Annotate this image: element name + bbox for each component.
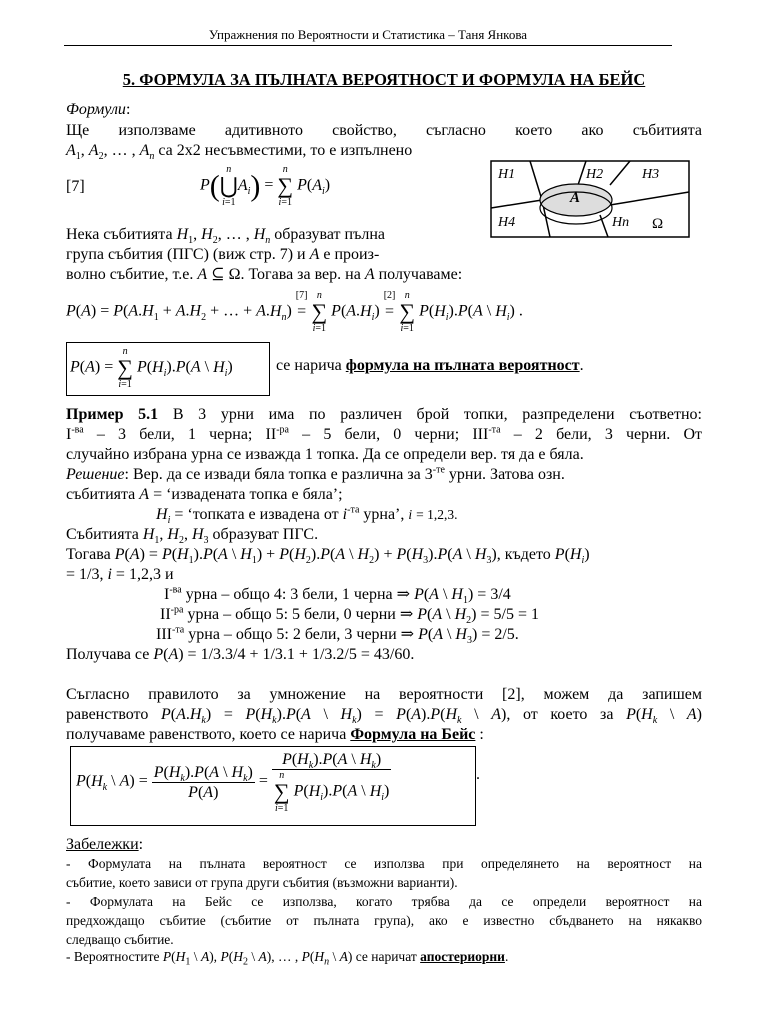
note-1-continued: събитие, което зависи от група други събития (възможни варианти). (66, 875, 458, 890)
bayes-intro-line-2: равенството $P(A.H_k) = P(H_k).P(A$ \ $H_k) = P(A).P(H_k$ \ A), от което за $P(H_k$ \ A) (66, 706, 702, 727)
pgs-line-2: група събития (ПГС) (виж стр. 7) и A е произ- (66, 246, 380, 263)
total-probability-derivation: $P(A) = P(A.H_1 + A.H_2$ + … + $A.H_n$) [7] = n ∑ i=1 $P(A.H_i)$ [2] = n ∑ i=1 $P(H_i).P(A$ \ $H_i$) . (66, 290, 523, 334)
bayes-formula: $P(H_k$ \ A) = $\frac{P(H_k).P(A \backslash H_k)}{P(A)}$ = $P(H_k).P(A$ \ $H_k$) n ∑ i=1 $P(H_i).P(A$ \ $H_i$) (76, 751, 390, 814)
note-2-end: следващо събитие. (66, 932, 174, 947)
equation-7-label: [7] (66, 178, 85, 195)
urn-row-3: $III^{-та}$ урна – общо 5: 2 бели, 3 черни ⇒ P(A \ $H_3) = 2/5$. (156, 624, 519, 647)
note-2-continued: предхождащо събитие (събитие от пълната група), ако е известно сбъдването на някакво (66, 913, 702, 928)
example-line-3: случайно избрана урна се изважда 1 топка. Да се определи вер. тя да е бяла. (66, 446, 584, 463)
bayes-intro-line-1: Съгласно правилото за умножение на вероятности [2], можем да запишем (66, 686, 702, 703)
total-probability-formula: P(A) = n ∑ i=1 $P(H_i).P(A$ \ $H_i$) (70, 346, 233, 390)
notes-heading: Забележки: (66, 836, 144, 853)
solution-line-3: $H_i$ = ‘топката е извадена от $i^{-та}$ урна’, i = 1,2,3. (156, 504, 458, 527)
label-h4: H4 (498, 215, 516, 230)
label-omega: Ω (652, 216, 664, 232)
pgs-line-1: Нека събитията $H_1$, $H_2$, … , $H_n$ образуват пълна (66, 226, 385, 247)
intro-line-2: $A_1$, $A_2$, … , $A_n$ са 2х2 несъвместими, то е изпълнено (66, 142, 413, 163)
label-hn: Hn (612, 215, 630, 230)
equation-7: P( n ⋃ i=1 $A_i$) = n ∑ i=1 $P(A_i)$ (200, 164, 331, 208)
solution-line-4: Събитията $H_1$, $H_2$, $H_3$ образуват ПГС. (66, 526, 319, 547)
solution-line-5: Тогава $P(A) = P(H_1).P(A$ \ $H_1) + P(H_2).P(A$ \ $H_2) + P(H_3).P(A$ \ $H_3$), където $P(H_i)$ (66, 546, 590, 567)
event-partition-diagram (490, 160, 690, 238)
label-h1: H1 (498, 167, 516, 182)
urn-row-2: $II^{-ра}$ урна – общо 5: 5 бели, 0 черни ⇒ P(A \ $H_2) = 5/5 = 1$ (160, 604, 539, 627)
page-header: Упражнения по Вероятности и Статистика – Таня Янкова (64, 27, 672, 46)
note-1: - Формулата на пълната вероятност се използва при определянето на вероятност на (66, 856, 702, 871)
intro-line-1: Ще използваме адитивното свойство, съгласно което ако събитията (66, 122, 702, 139)
solution-line-6: = 1/3, i = 1,2,3 и (66, 566, 174, 583)
note-2: - Формулата на Бейс се използва, когато трябва да се определи вероятност на (66, 894, 702, 909)
formulas-heading: Формули: (66, 101, 131, 118)
note-3: - Вероятностите $P(H_1$ \ A), $P(H_2$ \ A), … , $P(H_n$ \ A) се наричат апостериорни. (66, 949, 509, 968)
solution-line-2: събитията A = ‘извадената топка е бяла’; (66, 486, 343, 503)
section-title: 5. ФОРМУЛА ЗА ПЪЛНАТА ВЕРОЯТНОСТ И ФОРМУЛА НА БЕЙС (122, 70, 646, 89)
label-a: A (570, 190, 581, 206)
bayes-period: . (476, 766, 480, 783)
label-h3: H3 (642, 167, 660, 182)
label-h2: H2 (586, 167, 604, 182)
example-line-2: $I^{-ва} - 3$ бели, 1 черна; $II^{-ра} - 5$ бели, 0 черни; $III^{-та} - 2$ бели, 3 черни. От (66, 424, 703, 443)
pgs-line-3: волно събитие, т.е. A ⊆ Ω. Тогава за вер. на A получаваме: (66, 266, 463, 283)
result-line: Получава се P(A) = 1/3.3/4 + 1/3.1 + 1/3.2/5 = 43/60. (66, 646, 415, 663)
total-probability-caption: се нарича формула на пълната вероятност. (276, 357, 584, 374)
example-line-1: Пример 5.1 В 3 урни има по различен брой топки, разпределени съответно: (66, 406, 702, 423)
bayes-intro-line-3: получаваме равенството, което се нарича Формула на Бейс : (66, 726, 484, 743)
solution-line-1: Решение: Вер. да се извади бяла топка е различна за $3^{-те}$ урни. Затова озн. (66, 464, 565, 483)
urn-row-1: $I^{-ва}$ урна – общо 4: 3 бели, 1 черна ⇒ P(A \ $H_1) = 3/4$ (164, 584, 511, 607)
